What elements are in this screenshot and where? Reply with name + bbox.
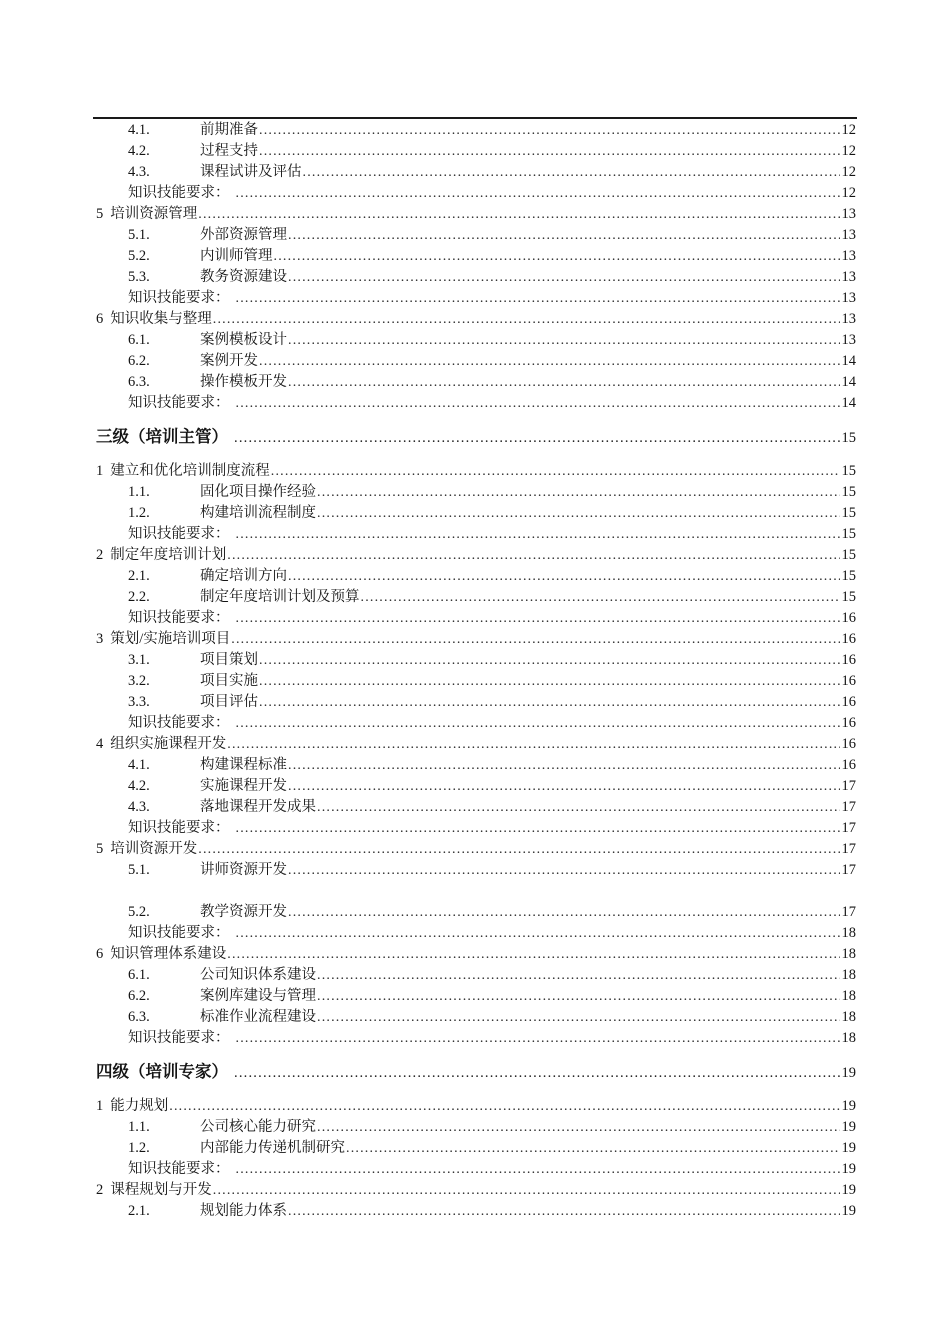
entry-title: 项目实施 — [200, 673, 258, 689]
page-number: 15 — [841, 463, 856, 479]
leader-dots — [288, 225, 840, 246]
toc-entry[interactable] — [96, 944, 856, 965]
entry-title: 内训师管理 — [200, 248, 273, 264]
leader-dots — [236, 818, 840, 839]
leader-dots — [259, 671, 840, 692]
entry-title: 教务资源建设 — [200, 269, 287, 285]
leader-dots — [288, 755, 840, 776]
toc-entry[interactable] — [96, 986, 856, 1007]
page-number: 14 — [841, 395, 856, 411]
page-number: 15 — [841, 505, 856, 521]
toc-heading[interactable] — [96, 425, 856, 450]
leader-dots — [236, 524, 840, 545]
leader-dots — [288, 330, 840, 351]
toc-entry[interactable] — [96, 204, 856, 225]
leader-dots — [317, 965, 840, 986]
entry-number: 3.2. — [128, 673, 150, 689]
leader-dots — [169, 1096, 839, 1117]
page-number: 12 — [841, 164, 856, 180]
page-number: 19 — [841, 1161, 856, 1177]
page-number: 16 — [841, 715, 856, 731]
entry-number: 2.2. — [128, 589, 150, 605]
leader-dots — [317, 986, 840, 1007]
entry-number: 5.1. — [128, 862, 150, 878]
toc-entry[interactable] — [96, 246, 856, 267]
toc-entry[interactable] — [96, 225, 856, 246]
leader-dots — [227, 545, 839, 566]
toc-entry[interactable] — [96, 1028, 856, 1049]
toc-entry[interactable] — [96, 587, 856, 608]
toc-entry[interactable] — [96, 692, 856, 713]
leader-dots — [236, 608, 840, 629]
toc-entry[interactable] — [96, 372, 856, 393]
entry-title: 实施课程开发 — [200, 778, 287, 794]
leader-dots — [236, 1028, 840, 1049]
entry-title: 规划能力体系 — [200, 1203, 287, 1219]
entry-title: 知识技能要求： — [128, 1161, 230, 1177]
entry-number: 5.1. — [128, 227, 150, 243]
toc-entry[interactable] — [96, 141, 856, 162]
page-number: 19 — [841, 1182, 856, 1198]
entry-number: 3.1. — [128, 652, 150, 668]
leader-dots — [236, 288, 840, 309]
page-number: 14 — [841, 353, 856, 369]
toc-entry[interactable] — [96, 288, 856, 309]
leader-dots — [317, 1117, 840, 1138]
table-of-contents — [96, 120, 856, 1222]
entry-number: 1.1. — [128, 1119, 150, 1135]
leader-dots — [288, 1201, 840, 1222]
toc-entry[interactable] — [96, 755, 856, 776]
page-number: 13 — [841, 269, 856, 285]
page-number: 17 — [841, 799, 856, 815]
leader-dots — [317, 1007, 840, 1028]
entry-title: 制定年度培训计划 — [110, 547, 227, 563]
entry-number: 2 — [96, 547, 104, 563]
toc-entry[interactable] — [96, 1138, 856, 1159]
entry-number: 5.2. — [128, 904, 150, 920]
leader-dots — [236, 183, 840, 204]
toc-entry[interactable] — [96, 309, 856, 330]
page-number: 16 — [841, 652, 856, 668]
page-number: 15 — [841, 430, 856, 446]
entry-number: 6.1. — [128, 967, 150, 983]
entry-title: 知识技能要求： — [128, 395, 230, 411]
page-number: 19 — [841, 1140, 856, 1156]
leader-dots — [361, 587, 840, 608]
entry-title: 案例库建设与管理 — [200, 988, 316, 1004]
entry-number: 6.3. — [128, 374, 150, 390]
toc-entry[interactable] — [96, 351, 856, 372]
entry-number: 4.2. — [128, 778, 150, 794]
entry-title: 知识技能要求： — [128, 526, 230, 542]
page-number: 13 — [841, 227, 856, 243]
entry-title: 课程规划与开发 — [110, 1182, 212, 1198]
page-number: 19 — [841, 1203, 856, 1219]
page-number: 16 — [841, 673, 856, 689]
entry-number: 6.3. — [128, 1009, 150, 1025]
toc-entry[interactable] — [96, 461, 856, 482]
toc-entry[interactable] — [96, 839, 856, 860]
toc-heading[interactable] — [96, 1060, 856, 1085]
leader-dots — [259, 351, 840, 372]
leader-dots — [271, 461, 840, 482]
entry-title: 三级（培训主管） — [96, 428, 228, 446]
entry-number: 3 — [96, 631, 104, 647]
leader-dots — [227, 734, 839, 755]
page-number: 19 — [841, 1065, 856, 1081]
page-number: 18 — [841, 925, 856, 941]
entry-title: 外部资源管理 — [200, 227, 287, 243]
entry-number: 2 — [96, 1182, 104, 1198]
page-number: 18 — [841, 946, 856, 962]
toc-entry[interactable] — [96, 566, 856, 587]
entry-title: 知识技能要求： — [128, 610, 230, 626]
page-number: 12 — [841, 143, 856, 159]
entry-title: 过程支持 — [200, 143, 258, 159]
entry-title: 内部能力传递机制研究 — [200, 1140, 345, 1156]
toc-entry[interactable] — [96, 713, 856, 734]
page-number: 15 — [841, 484, 856, 500]
page-number: 19 — [841, 1098, 856, 1114]
entry-title: 知识技能要求： — [128, 820, 230, 836]
entry-number: 6 — [96, 946, 104, 962]
entry-title: 建立和优化培训制度流程 — [110, 463, 270, 479]
leader-dots — [213, 1180, 840, 1201]
entry-number: 5 — [96, 206, 104, 222]
page-number: 17 — [841, 862, 856, 878]
page-number: 16 — [841, 631, 856, 647]
entry-title: 公司核心能力研究 — [200, 1119, 316, 1135]
page-number: 17 — [841, 904, 856, 920]
leader-dots — [259, 692, 840, 713]
toc-entry[interactable] — [96, 183, 856, 204]
entry-number: 3.3. — [128, 694, 150, 710]
page-number: 13 — [841, 332, 856, 348]
page-number: 18 — [841, 988, 856, 1004]
entry-title: 构建培训流程制度 — [200, 505, 316, 521]
leader-dots — [288, 566, 840, 587]
toc-entry[interactable] — [96, 393, 856, 414]
page-number: 15 — [841, 547, 856, 563]
toc-entry[interactable] — [96, 776, 856, 797]
page-number: 18 — [841, 1030, 856, 1046]
page-number: 13 — [841, 311, 856, 327]
toc-entry[interactable] — [96, 902, 856, 923]
toc-entry[interactable] — [96, 860, 856, 881]
toc-entry[interactable] — [96, 1096, 856, 1117]
page-number: 18 — [841, 967, 856, 983]
entry-title: 培训资源管理 — [110, 206, 198, 222]
page-number: 13 — [841, 206, 856, 222]
toc-entry[interactable] — [96, 545, 856, 566]
entry-number: 6 — [96, 311, 104, 327]
leader-dots — [227, 944, 839, 965]
entry-number: 5.3. — [128, 269, 150, 285]
toc-entry[interactable] — [96, 734, 856, 755]
entry-number: 5 — [96, 841, 104, 857]
entry-title: 固化项目操作经验 — [200, 484, 316, 500]
entry-number: 4.3. — [128, 164, 150, 180]
page-number: 14 — [841, 374, 856, 390]
page-number: 13 — [841, 290, 856, 306]
entry-number: 1.1. — [128, 484, 150, 500]
toc-entry[interactable] — [96, 267, 856, 288]
page-number: 16 — [841, 736, 856, 752]
page-number: 12 — [841, 122, 856, 138]
entry-number: 4 — [96, 736, 104, 752]
leader-dots — [198, 204, 839, 225]
leader-dots — [317, 797, 840, 818]
leader-dots — [317, 503, 840, 524]
entry-title: 知识管理体系建设 — [110, 946, 227, 962]
leader-dots — [198, 839, 839, 860]
leader-dots — [288, 776, 840, 797]
toc-entry[interactable] — [96, 482, 856, 503]
entry-number: 1.2. — [128, 505, 150, 521]
toc-entry[interactable] — [96, 629, 856, 650]
leader-dots — [317, 482, 840, 503]
entry-title: 教学资源开发 — [200, 904, 287, 920]
entry-title: 前期准备 — [200, 122, 258, 138]
page-number: 17 — [841, 841, 856, 857]
leader-dots — [259, 141, 840, 162]
entry-title: 知识技能要求： — [128, 1030, 230, 1046]
page-number: 13 — [841, 248, 856, 264]
entry-number: 6.2. — [128, 353, 150, 369]
toc-entry[interactable] — [96, 608, 856, 629]
toc-entry[interactable] — [96, 818, 856, 839]
entry-title: 组织实施课程开发 — [110, 736, 227, 752]
entry-title: 知识技能要求： — [128, 185, 230, 201]
entry-number: 4.1. — [128, 757, 150, 773]
entry-title: 项目策划 — [200, 652, 258, 668]
entry-number: 1 — [96, 1098, 104, 1114]
page-number: 17 — [841, 820, 856, 836]
toc-entry[interactable] — [96, 120, 856, 141]
page-number: 16 — [841, 694, 856, 710]
leader-dots — [236, 923, 840, 944]
leader-dots — [346, 1138, 840, 1159]
page-number: 15 — [841, 568, 856, 584]
entry-title: 操作模板开发 — [200, 374, 287, 390]
toc-entry[interactable] — [96, 965, 856, 986]
entry-number: 6.2. — [128, 988, 150, 1004]
page-number: 18 — [841, 1009, 856, 1025]
entry-title: 讲师资源开发 — [200, 862, 287, 878]
toc-entry[interactable] — [96, 503, 856, 524]
leader-dots — [234, 1060, 840, 1085]
entry-title: 构建课程标准 — [200, 757, 287, 773]
entry-title: 知识技能要求： — [128, 715, 230, 731]
page-number: 16 — [841, 610, 856, 626]
leader-dots — [213, 309, 840, 330]
entry-number: 4.2. — [128, 143, 150, 159]
leader-dots — [236, 713, 840, 734]
entry-title: 四级（培训专家） — [96, 1063, 228, 1081]
page-number: 16 — [841, 757, 856, 773]
entry-number: 1.2. — [128, 1140, 150, 1156]
leader-dots — [236, 1159, 840, 1180]
toc-entry[interactable] — [96, 162, 856, 183]
leader-dots — [259, 120, 840, 141]
page-top-rule — [93, 117, 857, 119]
leader-dots — [288, 267, 840, 288]
leader-dots — [234, 425, 840, 450]
entry-title: 项目评估 — [200, 694, 258, 710]
entry-title: 知识技能要求： — [128, 925, 230, 941]
entry-title: 策划/实施培训项目 — [110, 631, 231, 647]
entry-number: 1 — [96, 463, 104, 479]
leader-dots — [259, 650, 840, 671]
toc-entry[interactable] — [96, 524, 856, 545]
toc-entry[interactable] — [96, 1201, 856, 1222]
page-number: 19 — [841, 1119, 856, 1135]
entry-title: 制定年度培训计划及预算 — [200, 589, 360, 605]
entry-title: 知识技能要求： — [128, 290, 230, 306]
toc-entry[interactable] — [96, 1117, 856, 1138]
toc-entry[interactable] — [96, 650, 856, 671]
entry-number: 4.3. — [128, 799, 150, 815]
page-number: 15 — [841, 526, 856, 542]
entry-title: 标准作业流程建设 — [200, 1009, 316, 1025]
leader-dots — [231, 629, 839, 650]
page-number: 17 — [841, 778, 856, 794]
toc-entry[interactable] — [96, 1007, 856, 1028]
entry-title: 培训资源开发 — [110, 841, 198, 857]
entry-number: 5.2. — [128, 248, 150, 264]
entry-title: 案例开发 — [200, 353, 258, 369]
entry-title: 能力规划 — [110, 1098, 169, 1114]
toc-entry[interactable] — [96, 1159, 856, 1180]
entry-number: 6.1. — [128, 332, 150, 348]
page-number: 15 — [841, 589, 856, 605]
entry-number: 4.1. — [128, 122, 150, 138]
toc-entry[interactable] — [96, 923, 856, 944]
toc-entry[interactable] — [96, 1180, 856, 1201]
page-number: 12 — [841, 185, 856, 201]
leader-dots — [288, 372, 840, 393]
entry-title: 课程试讲及评估 — [200, 164, 302, 180]
entry-title: 知识收集与整理 — [110, 311, 212, 327]
toc-entry[interactable] — [96, 797, 856, 818]
leader-dots — [274, 246, 840, 267]
leader-dots — [288, 902, 840, 923]
toc-entry[interactable] — [96, 330, 856, 351]
entry-title: 公司知识体系建设 — [200, 967, 316, 983]
toc-entry[interactable] — [96, 671, 856, 692]
entry-number: 2.1. — [128, 568, 150, 584]
entry-title: 案例模板设计 — [200, 332, 287, 348]
entry-title: 确定培训方向 — [200, 568, 287, 584]
leader-dots — [236, 393, 840, 414]
leader-dots — [303, 162, 840, 183]
entry-title: 落地课程开发成果 — [200, 799, 316, 815]
entry-number: 2.1. — [128, 1203, 150, 1219]
toc-blank-line — [96, 881, 856, 902]
leader-dots — [288, 860, 840, 881]
